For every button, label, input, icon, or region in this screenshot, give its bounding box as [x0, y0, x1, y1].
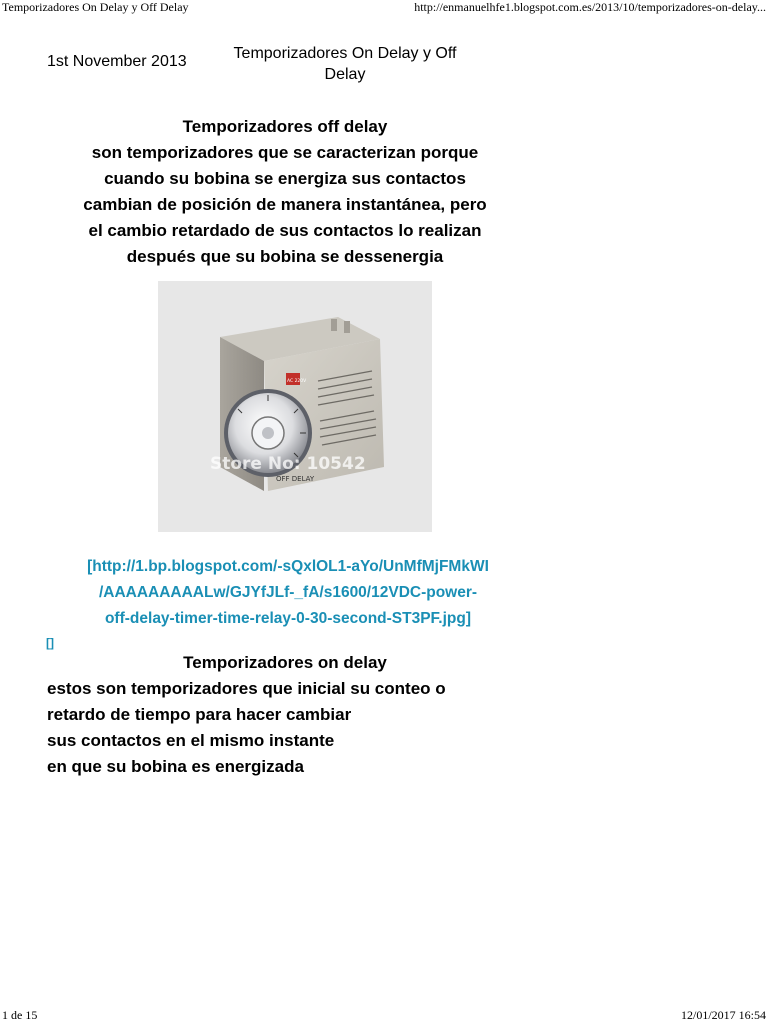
timer-relay-photo — [158, 281, 432, 532]
empty-link-bracket[interactable]: [] — [46, 636, 54, 650]
paragraph-line: después que su bobina se dessenergia — [126, 247, 444, 266]
paragraph-line: el cambio retardado de sus contactos lo realizan — [88, 221, 482, 240]
link-line: /AAAAAAAAALw/GJYfJLf-_fA/s1600/12VDC-power- — [98, 584, 478, 601]
paragraph-line: estos son temporizadores que inicial su conteo o — [47, 679, 446, 698]
paragraph-line: en que su bobina es energizada — [47, 757, 304, 776]
svg-text:OFF DELAY: OFF DELAY — [276, 475, 315, 483]
off-delay-section — [40, 114, 530, 270]
page-counter: 1 de 15 — [2, 1008, 38, 1022]
link-line: off-delay-timer-time-relay-0-30-second-ST3PF.jpg] — [104, 610, 472, 627]
paragraph-line: retardo de tiempo para hacer cambiar — [47, 705, 352, 724]
off-delay-heading: Temporizadores off delay — [182, 117, 388, 136]
print-header-title: Temporizadores On Delay y Off Delay — [2, 0, 189, 14]
on-delay-paragraph — [47, 676, 547, 780]
image-source-link[interactable] — [48, 554, 528, 632]
paragraph-line: cuando su bobina se energiza sus contactos — [104, 169, 466, 188]
link-line: [http://1.bp.blogspot.com/-sQxlOL1-aYo/UnMfMjFMkWI — [87, 558, 489, 575]
paragraph-line: sus contactos en el mismo instante — [47, 731, 335, 750]
print-header-url: http://enmanuelhfe1.blogspot.com.es/2013/10/temporizadores-on-delay... — [414, 0, 766, 14]
on-delay-heading: Temporizadores on delay — [183, 653, 387, 672]
paragraph-line: son temporizadores que se caracterizan porque — [91, 143, 479, 162]
svg-text:Store No: 10542: Store No: 10542 — [210, 454, 366, 474]
print-datetime: 12/01/2017 16:54 — [680, 1008, 766, 1022]
post-date: 1st November 2013 — [47, 53, 187, 70]
post-title: Temporizadores On Delay y Off Delay — [233, 45, 457, 83]
paragraph-line: cambian de posición de manera instantánea, pero — [83, 195, 487, 214]
svg-text:AC 220V: AC 220V — [287, 379, 307, 384]
